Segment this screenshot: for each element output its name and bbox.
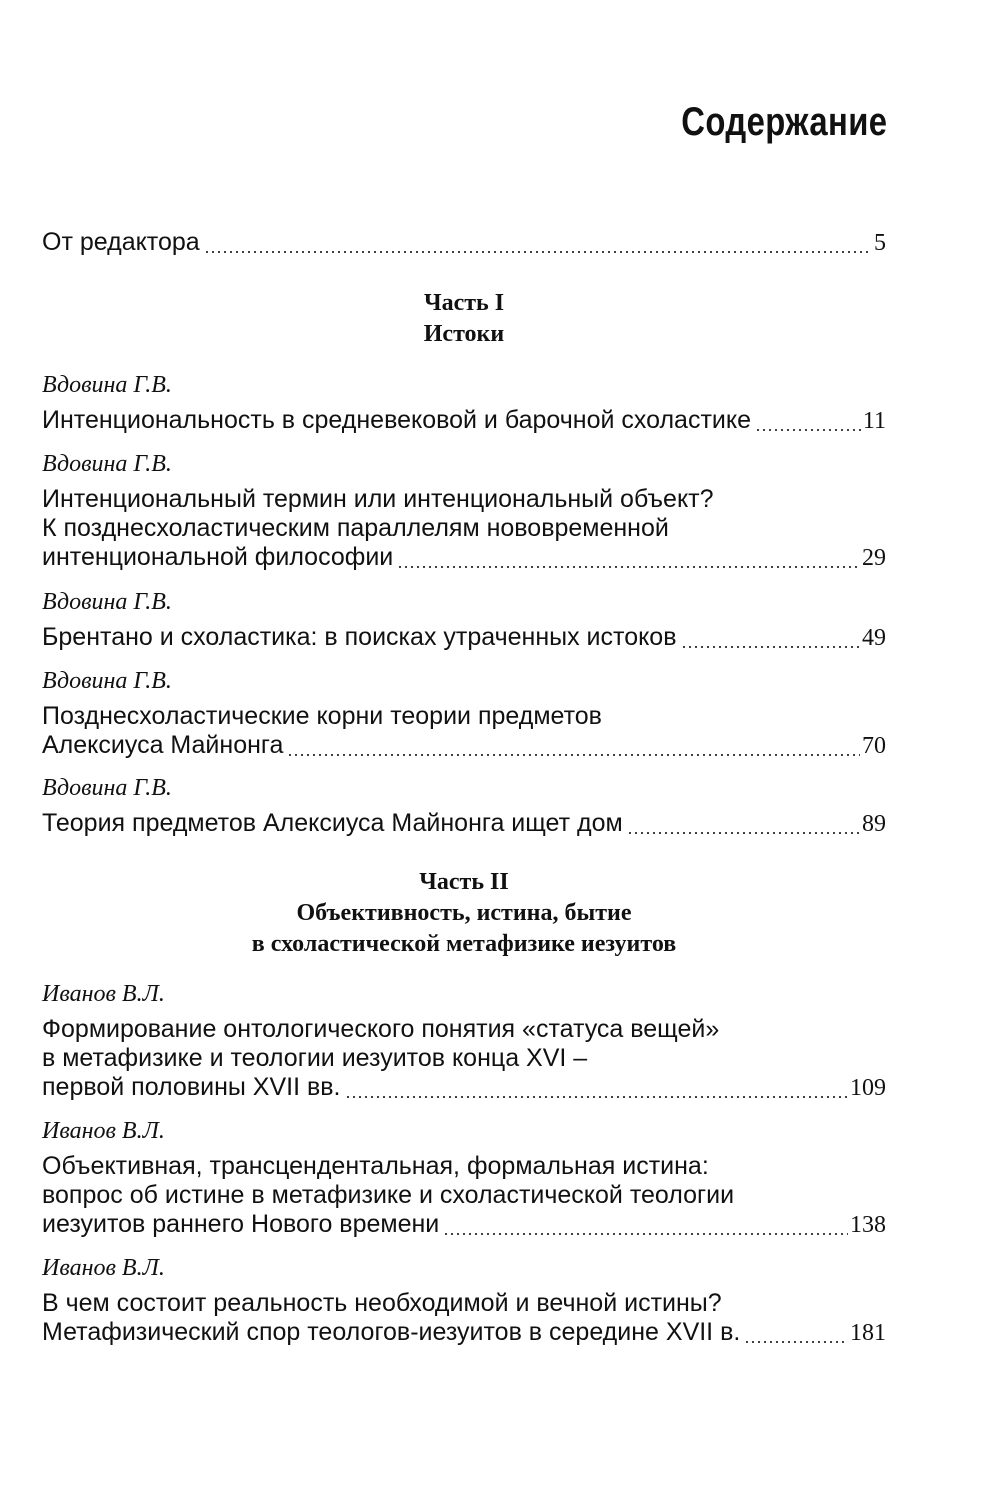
part-name: в схоластической метафизике иезуитов bbox=[251, 931, 677, 957]
dot-leader bbox=[744, 1341, 848, 1343]
page-number: 181 bbox=[850, 1320, 886, 1346]
part-heading bbox=[42, 867, 886, 960]
entry-title: иезуитов раннего Нового времени bbox=[42, 1210, 440, 1238]
entry-title: Брентано и схоластика: в поисках утраченных истоков bbox=[42, 623, 677, 651]
dot-leader bbox=[287, 754, 860, 756]
entry-title-line: Позднесхоластические корни теории предметов bbox=[42, 702, 602, 730]
page-number: 49 bbox=[862, 625, 886, 651]
toc-entry[interactable] bbox=[42, 588, 886, 653]
entry-title: Интенциональность в средневековой и барочной схоластике bbox=[42, 406, 751, 434]
entry-author: Вдовина Г.В. bbox=[42, 372, 172, 398]
entry-last-line bbox=[42, 731, 886, 761]
toc-entry[interactable] bbox=[42, 1254, 886, 1348]
toc-entry-editor[interactable] bbox=[42, 228, 886, 258]
entry-author: Вдовина Г.В. bbox=[42, 589, 172, 615]
page-number: 5 bbox=[874, 230, 886, 256]
toc-entry[interactable] bbox=[42, 667, 886, 761]
entry-author: Иванов В.Л. bbox=[42, 1255, 165, 1281]
entry-last-line bbox=[42, 543, 886, 573]
part-label: Часть I bbox=[423, 290, 505, 316]
page-number: 29 bbox=[862, 545, 886, 571]
entry-title: первой половины XVII вв. bbox=[42, 1073, 341, 1101]
entry-title: интенциональной философии bbox=[42, 543, 394, 571]
entry-title: Теория предметов Алексиуса Майнонга ищет дом bbox=[42, 809, 623, 837]
page-title: Содержание bbox=[680, 100, 887, 144]
part-heading bbox=[42, 288, 886, 350]
entry-last-line bbox=[42, 809, 886, 839]
page-number: 89 bbox=[862, 811, 886, 837]
page-number: 109 bbox=[850, 1075, 886, 1101]
toc-entry[interactable] bbox=[42, 774, 886, 839]
entry-last-line bbox=[42, 406, 886, 436]
part-name: Объективность, истина, бытие bbox=[296, 900, 632, 926]
entry-author: Иванов В.Л. bbox=[42, 981, 165, 1007]
entry-title-line: в метафизике и теологии иезуитов конца XVI – bbox=[42, 1044, 588, 1072]
entry-last-line bbox=[42, 623, 886, 653]
entry-title: Метафизический спор теологов-иезуитов в середине XVII в. bbox=[42, 1318, 741, 1346]
dot-leader bbox=[443, 1233, 848, 1235]
toc-entry[interactable] bbox=[42, 371, 886, 436]
entry-title-line: вопрос об истине в метафизике и схоластической теологии bbox=[42, 1181, 735, 1209]
dot-leader bbox=[755, 429, 861, 431]
page-number: 138 bbox=[850, 1212, 886, 1238]
entry-title-line: Интенциональный термин или интенциональный объект? bbox=[42, 485, 714, 513]
dot-leader bbox=[681, 646, 861, 648]
entry-author: Вдовина Г.В. bbox=[42, 451, 172, 477]
entry-title-line: В чем состоит реальность необходимой и вечной истины? bbox=[42, 1289, 722, 1317]
entry-title-line: Формирование онтологического понятия «статуса вещей» bbox=[42, 1015, 720, 1043]
entry-title: От редактора bbox=[42, 228, 200, 256]
toc-entry[interactable] bbox=[42, 450, 886, 573]
entry-title-line: Объективная, трансцендентальная, формальная истина: bbox=[42, 1152, 709, 1180]
entry-last-line bbox=[42, 1318, 886, 1348]
dot-leader bbox=[204, 251, 872, 253]
part-name: Истоки bbox=[423, 321, 505, 347]
entry-last-line bbox=[42, 1073, 886, 1103]
entry-author: Иванов В.Л. bbox=[42, 1118, 165, 1144]
page-number: 70 bbox=[862, 733, 886, 759]
page-number: 11 bbox=[862, 408, 886, 434]
dot-leader bbox=[627, 832, 860, 834]
entry-title-line: К позднесхоластическим параллелям нововременной bbox=[42, 514, 669, 542]
entry-author: Вдовина Г.В. bbox=[42, 775, 172, 801]
dot-leader bbox=[345, 1096, 849, 1098]
part-label: Часть II bbox=[419, 869, 509, 895]
toc-entry[interactable] bbox=[42, 1117, 886, 1240]
entry-title: Алексиуса Майнонга bbox=[42, 731, 284, 759]
toc-entry[interactable] bbox=[42, 980, 886, 1103]
entry-last-line bbox=[42, 1210, 886, 1240]
entry-last-line bbox=[42, 228, 886, 258]
entry-author: Вдовина Г.В. bbox=[42, 668, 172, 694]
dot-leader bbox=[397, 566, 860, 568]
